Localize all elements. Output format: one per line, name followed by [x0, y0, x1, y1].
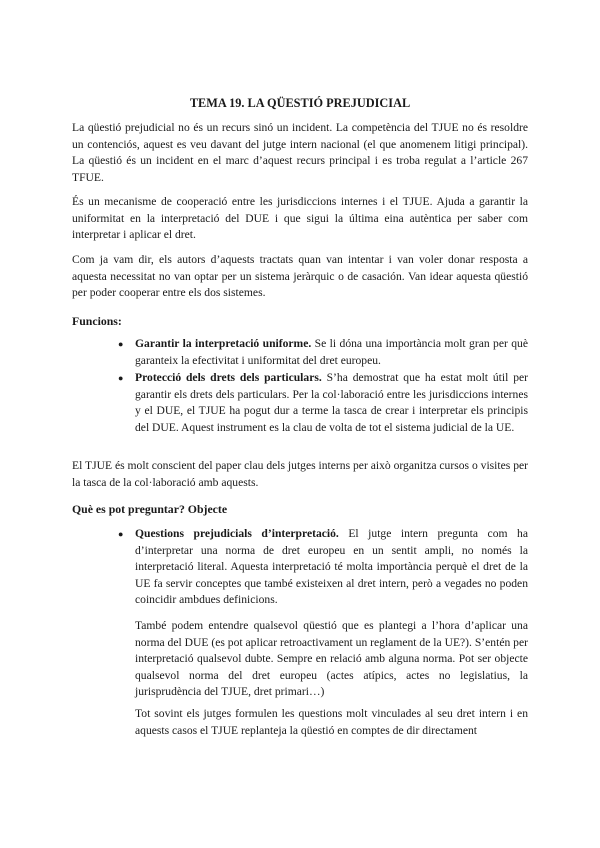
- objecte-paragraph-2: Tot sovint els jutges formulen les questions molt vinculades al seu dret intern i en aquests casos el TJUE replanteja la qüestió en comptes de dir directament: [135, 707, 528, 737]
- funcio-item-2: [135, 370, 528, 436]
- paragraph-authors: Com ja vam dir, els autors d’aquests tractats quan van intentar i van voler donar resposta a aquesta necessitat no van optar per un sistema jeràrquic o de casación. Van idear aquesta qüestió per poder cooperar entre els dos sistemes.: [72, 253, 528, 300]
- funcio-item-1: [135, 336, 528, 369]
- bullet-icon: ●: [118, 339, 124, 349]
- paragraph-intro: La qüestió prejudicial no és un recurs sinó un incident. La competència del TJUE no és resoldre un contenciós, aquest es veu davant del jutge intern nacional (el que anomenem litigi principal). La qüestió és un incident en el marc d’aquest recurs principal i es troba regulat a l’article 267 TFUE.: [72, 121, 528, 184]
- funcio-item-2-text: S’ha demostrat que ha estat molt útil per garantir els drets dels particulars. Per la col·laboració entre les jurisdiccions internes y el DUE, el TJUE ha pogut dur a terme la tasca de crear i interpretar els principis del DUE. Aquest instrument es la clau de volta de tot el sistema judicial de la UE.: [135, 371, 529, 434]
- funcions-heading: Funcions:: [72, 314, 122, 328]
- paragraph-mechanism: És un mecanisme de cooperació entre les jurisdiccions internes i el TJUE. Ajuda a garantir la uniformitat en la interpretació del DUE i que sigui la última eina autèntica per saber com interpretar i aplicar el dret.: [72, 195, 528, 242]
- objecte-item-1: [135, 526, 528, 609]
- funcio-item-2-title: Protecció dels drets dels particulars.: [135, 371, 322, 384]
- funcio-item-1-title: Garantir la interpretació uniforme.: [135, 337, 312, 350]
- bullet-icon: ●: [118, 373, 124, 383]
- bullet-icon: ●: [118, 529, 124, 539]
- document-title: TEMA 19. LA QÜESTIÓ PREJUDICIAL: [189, 96, 411, 110]
- paragraph-tjue: El TJUE és molt conscient del paper clau dels jutges interns per això organitza cursos o visites per la tasca de la col·laboració amb aquests.: [72, 459, 528, 489]
- objecte-heading: Què es pot preguntar? Objecte: [72, 502, 228, 516]
- objecte-item-1-text: El jutge intern pregunta com ha d’interpretar una norma de dret europeu en un sentit ampli, no només la interpretació literal. Aquesta interpretació té molta importància perquè el dret de la UE fa servir conceptes que també existeixen al dret intern, però a vegades no poden coincidir ambdues definicions.: [135, 527, 528, 607]
- objecte-item-1-title: Questions prejudicials d’interpretació.: [135, 527, 339, 540]
- objecte-paragraph-1: També podem entendre qualsevol qüestió que es plantegi a l’hora d’aplicar una norma del DUE (es pot aplicar retroactivament un reglament de la UE?). S’entén per interpretació qualsevol dubte. Sempre en relació amb alguna norma. Pot ser objecte qualsevol norma del dret europeu (actes atípics, actes no legislatius, la jurisprudència del TJUE, dret primari…): [135, 619, 528, 699]
- funcio-item-1-text: Se li dóna una importància molt gran per què garanteix la efectivitat i uniformitat del dret europeu.: [135, 337, 529, 367]
